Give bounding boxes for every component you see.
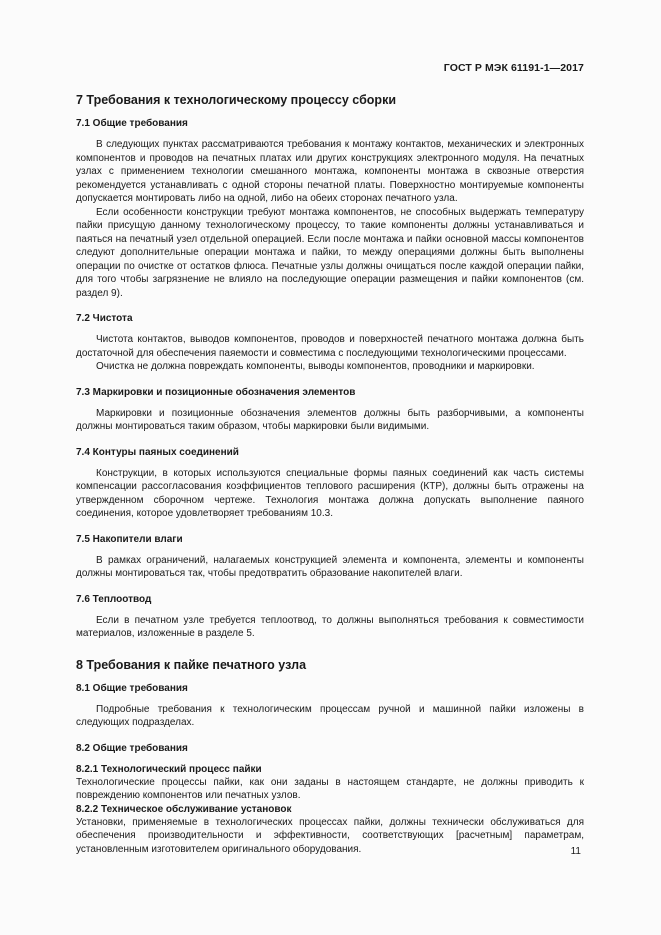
section-8-2-1-p1: Технологические процессы пайки, как они заданы в настоящем стандарте, не должны приводить к повреждению компонентов или печатных узлов. <box>76 776 584 801</box>
section-8-1-p1: Подробные требования к технологическим процессам ручной и машинной пайки изложены в следующих подразделах. <box>76 703 584 728</box>
section-8-1-title: 8.1 Общие требования <box>76 682 188 694</box>
section-8-2-title: 8.2 Общие требования <box>76 742 188 754</box>
section-7-5-title: 7.5 Накопители влаги <box>76 533 183 545</box>
page-number: 11 <box>570 846 581 857</box>
section-7-5-p1: В рамках ограничений, налагаемых конструкцией элемента и компонента, элементы и компоненты должны монтироваться так, чтобы предотвратить образование накопителей влаги. <box>76 554 584 579</box>
section-7-6-p1: Если в печатном узле требуется теплоотвод, то должны выполняться требования к совместимости материалов, изложенные в разделе 5. <box>76 614 584 639</box>
doc-header: ГОСТ Р МЭК 61191-1—2017 <box>443 62 584 74</box>
section-8-2-1-title: 8.2.1 Технологический процесс пайки <box>76 763 262 775</box>
section-7-3-p1: Маркировки и позиционные обозначения элементов должны быть разборчивыми, а компоненты должны монтироваться таким образом, чтобы маркировки были видимыми. <box>76 407 584 432</box>
section-7-4-title: 7.4 Контуры паяных соединений <box>76 446 239 458</box>
section-7-title: 7 Требования к технологическому процессу сборки <box>76 93 397 107</box>
section-7-6-title: 7.6 Теплоотвод <box>76 593 152 605</box>
page-content <box>76 92 584 856</box>
section-7-1-p1: В следующих пунктах рассматриваются требования к монтажу контактов, механических и электронных компонентов и проводов на печатных платах или других конструкциях электронного модуля. На печатных узлах с применением технологии смешанного монтажа, компоненты монтажа в сквозные отверстия рекомендуется устанавливать с одной стороны печатной платы. Поверхностно монтируемые компоненты допускается монтировать либо на одной, либо на обеих сторонах печатного узла. <box>76 139 584 204</box>
section-8-title: 8 Требования к пайке печатного узла <box>76 657 307 672</box>
section-7-3-title: 7.3 Маркировки и позиционные обозначения элементов <box>76 386 356 398</box>
section-7-4-p1: Конструкции, в которых используются специальные формы паяных соединений как часть системы компенсации рассогласования коэффициентов теплового расширения (КТР), должны быть отражены на утвержденном сборочном чертеже. Технология монтажа должна допускать выполнение паяного соединения, которое удовлетворяет требованиям 10.3. <box>76 467 584 519</box>
section-7-2-p2: Очистка не должна повреждать компоненты, выводы компонентов, проводники и маркировки. <box>96 361 535 372</box>
section-7-1-p2: Если особенности конструкции требуют монтажа компонентов, не способных выдержать температуру пайки присущую данному технологическому процессу, то такие компоненты должны устанавливаться и паяться на печатный узел отдельной операцией. Если после монтажа и пайки основной массы компонентов следуют дополнительные операции монтажа и пайки, то между операциями должны быть выполнены операции по очистке от остатков флюса. Печатные узлы должны очищаться после каждой операции пайки, для того чтобы загрязнение не влияло на последующие операции размещения и пайки компонентов (см. раздел 9). <box>76 206 584 299</box>
section-7-1-title: 7.1 Общие требования <box>76 118 188 129</box>
section-7-2-p1: Чистота контактов, выводов компонентов, проводов и поверхностей печатного монтажа должна быть достаточной для обеспечения паяемости и совместима с последующими технологическими процессами. <box>76 334 584 359</box>
section-8-2-2-title: 8.2.2 Техническое обслуживание установок <box>76 803 292 815</box>
section-7-2-title: 7.2 Чистота <box>76 313 133 324</box>
section-8-2-2-p1: Установки, применяемые в технологических процессах пайки, должны технически обслуживаться для обеспечения производительности и эффективности, соответствующих [расчетным] параметрам, установленным изготовителем оригинального оборудования. <box>76 816 584 855</box>
